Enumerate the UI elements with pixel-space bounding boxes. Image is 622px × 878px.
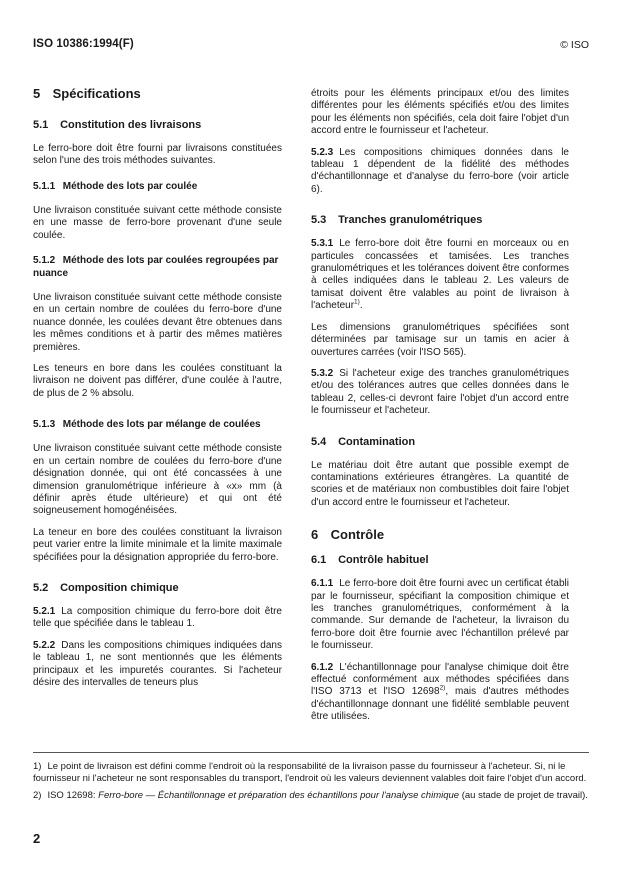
- paragraph-number: 6.1.2: [311, 661, 334, 673]
- footnote-1: [33, 761, 589, 785]
- section-number: 5.1.2: [33, 255, 56, 267]
- section-5-1-3-heading: [33, 418, 282, 431]
- paragraph-text-continued: , mais d'autres méthodes d'échantillonnage donnant une fidélité semblable peuvent être utilisées.: [311, 686, 569, 723]
- section-5-1-2-text-1: Une livraison constituée suivant cette méthode consiste en un certain nombre de coulées du ferro-bore d'une nuance donnée, les coulées devant être obtenues dans les mêmes conditions et à partir des mêmes matières premières.: [33, 292, 282, 353]
- section-title: Spécifications: [52, 86, 141, 101]
- paragraph-6-1-2: [311, 662, 569, 724]
- paragraph-5-3-1: [311, 238, 569, 312]
- footnote-number: 1): [33, 761, 42, 772]
- paragraph-5-2-2: [33, 640, 282, 690]
- document-id: ISO 10386:1994(F): [33, 38, 134, 50]
- section-number: 5.1.3: [33, 419, 56, 431]
- footnote-2: [33, 790, 589, 802]
- section-title: Méthode des lots par mélange de coulées: [62, 419, 261, 431]
- section-number: 6.1: [311, 554, 327, 567]
- right-column: [311, 88, 569, 724]
- paragraph-text: Le ferro-bore doit être fourni avec un certificat établi par le fournisseur, spécifiant la composition chimique et les tranches granulométriques, conformément à la commande. Sur demande de l'acheteur, la livraison du ferro-bore doit être fournie avec l'échantillon prélevé par le fournisseur.: [311, 578, 569, 652]
- paragraph-text: La composition chimique du ferro-bore doit être telle que spécifiée dans le tableau 1.: [33, 605, 282, 630]
- section-number: 5.4: [311, 435, 327, 448]
- paragraph-6-1-1: [311, 578, 569, 652]
- section-title: Contrôle habituel: [338, 554, 429, 567]
- footnote-reference: ISO 12698:: [47, 790, 96, 801]
- page-number: 2: [33, 831, 41, 846]
- section-5-1-3-text-1: Une livraison constituée suivant cette méthode consiste en un certain nombre de coulées du ferro-bore d'une désignation donnée, qui ont été concassées à une dimension granulométrique inférieure à «x» mm (à définir après étude ultérieure) et qui ont été soigneusement homogénéisées.: [33, 443, 282, 517]
- section-5-1-2-heading: [33, 254, 282, 280]
- footnote-ref-1[interactable]: 1): [354, 298, 360, 306]
- paragraph-5-2-2-continued: étroits pour les éléments principaux et/ou des limites différentes pour les éléments spécifiés et/ou des limites pour les éléments non spécifiés, cela doit faire l'objet d'un accord entre le fournisseur et l'acheteur.: [311, 88, 569, 137]
- section-number: 5.2: [33, 581, 49, 594]
- paragraph-number: 5.3.1: [311, 238, 334, 250]
- footnotes: [33, 761, 589, 807]
- paragraph-number: 5.2.3: [311, 146, 334, 158]
- section-5-1-1-heading: [33, 180, 282, 193]
- section-title: Constitution des livraisons: [60, 119, 202, 131]
- paragraph-text: Dans les compositions chimiques indiquées dans le tableau 1, ne sont mentionnés que les éléments principaux et les impuretés courantes. Si l'acheteur désire des intervalles de teneurs plus: [33, 639, 282, 688]
- section-6-1-heading: [311, 554, 569, 566]
- section-title: Contrôle: [330, 527, 385, 543]
- section-title: Contamination: [338, 435, 416, 448]
- paragraph-5-2-1: [33, 606, 282, 631]
- section-title: Composition chimique: [60, 581, 179, 594]
- paragraph-text: Le ferro-bore doit être fourni en morceaux ou en particules concassées et tamisées. Les tranches granulométriques et les tolérances doivent être conformes à celles indiquées dans le tableau 2. Les valeurs de tamisat doivent être valables au point de livraison à l'acheteur: [311, 238, 569, 312]
- footnote-separator: [33, 752, 589, 753]
- section-number: 5.3: [311, 214, 327, 227]
- footnote-document-title: Ferro-bore — Échantillonnage et préparation des échantillons pour l'analyse chimique: [98, 790, 460, 801]
- paragraph-number: 5.2.1: [33, 605, 56, 617]
- footnote-text: Le point de livraison est défini comme l'endroit où la responsabilité de la livraison passe du fournisseur à l'acheteur. Si, ni le fournisseur ni l'acheteur ne sont responsables du transport, l'endroit où les valeurs deviennent valables doit faire l'objet d'un accord.: [33, 761, 587, 784]
- section-5-heading: [33, 86, 282, 101]
- paragraph-text: Les compositions chimiques données dans le tableau 1 dépendent de la fidélité des méthodes d'échantillonnage et d'analyse du ferro-bore (voir article 6).: [311, 146, 569, 195]
- section-5-4-text: Le matériau doit être autant que possible exempt de contaminations extérieures étrangères. La quantité de scories et de matériaux non combustibles doit faire l'objet d'un accord entre le fournisseur et l'acheteur.: [311, 459, 569, 508]
- section-5-1-text: Le ferro-bore doit être fourni par livraisons constituées selon l'une des trois méthodes suivantes.: [33, 143, 282, 167]
- section-5-1-heading: [33, 119, 282, 131]
- section-title: Tranches granulométriques: [338, 214, 483, 227]
- footnote-number: 2): [33, 790, 42, 801]
- paragraph-end: .: [359, 300, 363, 312]
- footnote-tail: (au stade de projet de travail).: [461, 790, 588, 801]
- section-title: Méthode des lots par coulée: [62, 180, 198, 192]
- paragraph-number: 5.3.2: [311, 367, 334, 379]
- section-number: 5.1.1: [33, 180, 56, 192]
- copyright-mark: © ISO: [560, 39, 589, 51]
- section-5-1-1-text: Une livraison constituée suivant cette méthode consiste en une masse de ferro-bore provenant d'une seule coulée.: [33, 204, 282, 241]
- section-5-3-heading: [311, 214, 569, 226]
- section-5-2-heading: [33, 582, 282, 594]
- section-5-4-heading: [311, 436, 569, 448]
- paragraph-5-3-1-b: Les dimensions granulométriques spécifiées sont déterminées par tamisage sur un tamis en acier à ouvertures carrées (voir l'ISO 565).: [311, 321, 569, 358]
- section-5-1-3-text-2: La teneur en bore des coulées constituant la livraison peut varier entre la limite minimale et la limite maximale spécifiées pour la désignation appropriée du ferro-bore.: [33, 526, 282, 563]
- section-5-1-2-text-2: Les teneurs en bore dans les coulées constituant la livraison ne doivent pas différer, d'une coulée à l'autre, de plus de 2 % absolu.: [33, 363, 282, 399]
- footnote-ref-2[interactable]: 2): [439, 685, 446, 693]
- section-number: 5.1: [33, 119, 49, 131]
- paragraph-number: 6.1.1: [311, 578, 334, 590]
- left-column: [33, 86, 282, 689]
- paragraph-5-3-2: [311, 368, 569, 418]
- paragraph-text: Si l'acheteur exige des tranches granulométriques et/ou des tolérances autres que celles données dans le tableau 2, celles-ci devront faire l'objet d'un accord entre le fournisseur et l'acheteur.: [311, 367, 569, 417]
- paragraph-5-2-3: [311, 147, 569, 197]
- section-number: 5: [33, 86, 41, 101]
- section-number: 6: [311, 527, 319, 543]
- paragraph-text: L'échantillonnage pour l'analyse chimique doit être effectué conformément aux méthodes spécifiées dans l'ISO 3713 et l'ISO 12698: [311, 661, 569, 698]
- paragraph-number: 5.2.2: [33, 639, 56, 651]
- section-6-heading: [311, 527, 569, 542]
- section-title: Méthode des lots par coulées regroupées par nuance: [33, 255, 279, 280]
